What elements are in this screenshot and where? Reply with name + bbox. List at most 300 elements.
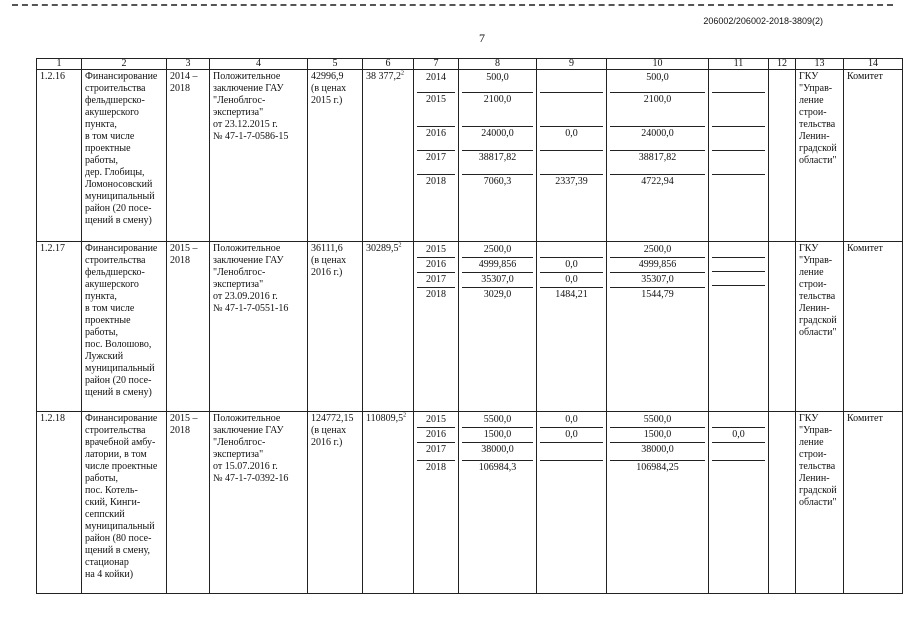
column-10 xyxy=(607,412,709,594)
col-header: 12 xyxy=(769,59,796,70)
item-col6 xyxy=(363,70,414,242)
column-9 xyxy=(537,412,607,594)
item-document-line: "Леноблгос- xyxy=(213,437,266,448)
column-9 xyxy=(537,242,607,412)
item-name-line: щений в смену) xyxy=(85,215,152,226)
item-name-line: Ломоносовский xyxy=(85,179,153,190)
item-cost xyxy=(308,70,363,242)
col11-value-list xyxy=(712,71,765,240)
column-12 xyxy=(769,70,796,242)
col11-value: 0,0 xyxy=(712,428,765,443)
year-row xyxy=(540,258,603,273)
year-row xyxy=(462,288,533,411)
year-row xyxy=(712,71,765,93)
year-value: 2015 xyxy=(417,93,455,127)
item-period-line: 2015 – xyxy=(170,243,198,254)
item-name-line: дер. Глобицы, xyxy=(85,167,145,178)
item-document xyxy=(210,70,308,242)
year-row xyxy=(462,175,533,241)
col8-value: 2100,0 xyxy=(462,93,533,127)
item-customer-line: ГКУ xyxy=(799,243,819,254)
item-customer xyxy=(796,70,844,242)
col10-value-list xyxy=(610,71,705,240)
year-value: 2018 xyxy=(426,462,446,473)
item-name-line: проектные xyxy=(85,315,131,326)
item-executor: Комитет xyxy=(844,412,903,594)
item-name-line: числе проектные xyxy=(85,461,158,472)
year-row xyxy=(540,288,603,411)
item-name-line: латории, в том xyxy=(85,449,147,460)
col11-value-list xyxy=(712,413,765,592)
col9-value: 0,0 xyxy=(540,127,603,151)
year-row xyxy=(712,428,765,443)
item-name-line: щений в смену) xyxy=(85,387,152,398)
item-period xyxy=(167,70,210,242)
column-8 xyxy=(459,70,537,242)
col10-value: 2100,0 xyxy=(610,93,705,127)
column-8 xyxy=(459,242,537,412)
item-name-line: муниципальный xyxy=(85,521,155,532)
item-document-line: Положительное xyxy=(213,413,281,424)
col9-value: 0,0 xyxy=(540,258,603,273)
table-row xyxy=(37,412,903,594)
item-customer-line: тельства xyxy=(799,461,836,472)
year-column xyxy=(414,242,459,412)
item-document-line: № 47-1-7-0586-15 xyxy=(213,131,289,142)
item-period-line: 2018 xyxy=(170,255,190,266)
item-name-line: строительства xyxy=(85,425,146,436)
col11-value xyxy=(712,258,765,272)
year-value: 2017 xyxy=(417,151,455,175)
col10-value: 2500,0 xyxy=(610,243,705,258)
col9-value xyxy=(540,243,603,258)
item-number: 1.2.16 xyxy=(37,70,82,242)
year-row xyxy=(540,175,603,241)
item-customer-line: "Управ- xyxy=(799,83,833,94)
col8-value: 35307,0 xyxy=(462,273,533,288)
item-cost-line: (в ценах xyxy=(311,425,347,436)
col8-value-list xyxy=(462,413,533,592)
col-header: 3 xyxy=(167,59,210,70)
item-name-line: район (20 посе- xyxy=(85,375,152,386)
year-row xyxy=(417,288,455,411)
item-name-line: строительства xyxy=(85,83,146,94)
item-cost xyxy=(308,412,363,594)
col9-value: 2337,39 xyxy=(555,176,588,187)
col9-value xyxy=(540,151,603,175)
year-row xyxy=(610,273,705,288)
item-name xyxy=(82,412,167,594)
col10-value: 1544,79 xyxy=(641,289,674,300)
year-row xyxy=(417,273,455,288)
col9-value-list xyxy=(540,71,603,240)
footnote-mark: 2 xyxy=(403,412,407,419)
item-customer-line: ление xyxy=(799,437,824,448)
year-row xyxy=(540,413,603,428)
item-name-line: щений в смену, xyxy=(85,545,150,556)
year-row xyxy=(540,127,603,151)
item-cost-line: 2016 г.) xyxy=(311,437,343,448)
column-12 xyxy=(769,412,796,594)
col10-value-list xyxy=(610,243,705,410)
item-period-line: 2018 xyxy=(170,83,190,94)
year-row xyxy=(540,151,603,175)
year-row xyxy=(462,461,533,593)
item-col6 xyxy=(363,412,414,594)
item-document-line: экспертиза" xyxy=(213,107,264,118)
item-name-line: пункта, xyxy=(85,119,117,130)
col-header: 11 xyxy=(709,59,769,70)
col-header: 2 xyxy=(82,59,167,70)
col8-value: 1500,0 xyxy=(462,428,533,443)
col-header: 1 xyxy=(37,59,82,70)
page-number: 7 xyxy=(479,31,485,45)
item-cost-line: 2015 г.) xyxy=(311,95,343,106)
year-value-list xyxy=(417,243,455,410)
col8-value: 24000,0 xyxy=(462,127,533,151)
col10-value: 1500,0 xyxy=(610,428,705,443)
year-row xyxy=(462,243,533,258)
item-cost-line: 124772,15 xyxy=(311,413,354,424)
col9-value-list xyxy=(540,243,603,410)
item-document-line: заключение ГАУ xyxy=(213,425,284,436)
year-row xyxy=(462,127,533,151)
item-customer-line: строи- xyxy=(799,449,827,460)
col-header: 10 xyxy=(607,59,709,70)
item-name-line: фельдшерско- xyxy=(85,267,145,278)
col11-value xyxy=(712,93,765,127)
col8-value: 5500,0 xyxy=(462,413,533,428)
item-col6-value: 30289,5 xyxy=(366,243,399,254)
item-name xyxy=(82,70,167,242)
col-header: 5 xyxy=(308,59,363,70)
year-row xyxy=(712,413,765,428)
item-customer-line: тельства xyxy=(799,291,836,302)
col-header: 13 xyxy=(796,59,844,70)
item-period-line: 2014 – xyxy=(170,71,198,82)
col9-value xyxy=(540,443,603,461)
table-row xyxy=(37,70,903,242)
item-name-line: проектные xyxy=(85,143,131,154)
item-name-line: акушерского xyxy=(85,279,139,290)
year-value: 2018 xyxy=(426,176,446,187)
item-customer-line: тельства xyxy=(799,119,836,130)
footnote-mark: 2 xyxy=(398,242,402,249)
col8-value: 106984,3 xyxy=(478,462,517,473)
year-value-list xyxy=(417,413,455,592)
year-row xyxy=(540,443,603,461)
item-customer-line: ГКУ xyxy=(799,71,819,82)
col10-value: 38000,0 xyxy=(610,443,705,461)
item-cost-line: (в ценах xyxy=(311,255,347,266)
year-row xyxy=(712,93,765,127)
column-10 xyxy=(607,242,709,412)
item-cost-line: (в ценах xyxy=(311,83,347,94)
item-customer-line: Ленин- xyxy=(799,131,830,142)
item-name-line: район (20 посе- xyxy=(85,203,152,214)
item-document-line: от 15.07.2016 г. xyxy=(213,461,278,472)
column-11 xyxy=(709,70,769,242)
year-row xyxy=(610,243,705,258)
item-customer-line: области" xyxy=(799,327,837,338)
item-customer-line: Ленин- xyxy=(799,473,830,484)
col11-value xyxy=(712,151,765,175)
item-document-line: заключение ГАУ xyxy=(213,255,284,266)
col11-value xyxy=(712,243,765,258)
column-12 xyxy=(769,242,796,412)
item-document-line: заключение ГАУ xyxy=(213,83,284,94)
item-period-line: 2018 xyxy=(170,425,190,436)
col10-value-list xyxy=(610,413,705,592)
year-row xyxy=(417,443,455,461)
item-period xyxy=(167,242,210,412)
year-row xyxy=(610,258,705,273)
item-document-line: № 47-1-7-0392-16 xyxy=(213,473,289,484)
year-row xyxy=(540,243,603,258)
item-document-line: "Леноблгос- xyxy=(213,267,266,278)
table-row xyxy=(37,242,903,412)
year-row xyxy=(610,127,705,151)
year-row xyxy=(610,93,705,127)
item-cost-line: 2016 г.) xyxy=(311,267,343,278)
item-number: 1.2.17 xyxy=(37,242,82,412)
item-name-line: врачебной амбу- xyxy=(85,437,156,448)
year-row xyxy=(712,272,765,286)
item-customer-line: "Управ- xyxy=(799,425,833,436)
item-cost xyxy=(308,242,363,412)
item-customer-line: области" xyxy=(799,497,837,508)
year-row xyxy=(540,273,603,288)
col10-value: 5500,0 xyxy=(610,413,705,428)
column-11 xyxy=(709,242,769,412)
year-row xyxy=(712,243,765,258)
col10-value: 38817,82 xyxy=(610,151,705,175)
item-document-line: Положительное xyxy=(213,243,281,254)
item-name-line: работы, xyxy=(85,473,118,484)
col11-value xyxy=(712,272,765,286)
year-value: 2016 xyxy=(417,428,455,443)
year-row xyxy=(417,175,455,241)
item-period-line: 2015 – xyxy=(170,413,198,424)
col8-value: 3029,0 xyxy=(483,289,512,300)
column-8 xyxy=(459,412,537,594)
column-header-row xyxy=(37,59,903,70)
year-column xyxy=(414,412,459,594)
year-row xyxy=(610,428,705,443)
item-cost-line: 36111,6 xyxy=(311,243,343,254)
item-name-line: ский, Кинги- xyxy=(85,497,141,508)
col11-value xyxy=(712,175,765,241)
item-customer-line: ление xyxy=(799,267,824,278)
col11-value xyxy=(712,413,765,428)
year-row xyxy=(417,93,455,127)
year-row xyxy=(610,288,705,411)
year-row xyxy=(712,151,765,175)
item-document-line: экспертиза" xyxy=(213,449,264,460)
year-row xyxy=(540,428,603,443)
item-name-line: Финансирование xyxy=(85,243,158,254)
col-header: 6 xyxy=(363,59,414,70)
year-row xyxy=(540,93,603,127)
year-row xyxy=(462,93,533,127)
col-header: 8 xyxy=(459,59,537,70)
item-customer-line: "Управ- xyxy=(799,255,833,266)
year-row xyxy=(462,443,533,461)
year-row xyxy=(712,461,765,593)
year-row xyxy=(417,258,455,273)
col8-value: 4999,856 xyxy=(462,258,533,273)
item-customer-line: ление xyxy=(799,95,824,106)
item-document-line: от 23.09.2016 г. xyxy=(213,291,278,302)
item-col6 xyxy=(363,242,414,412)
col8-value-list xyxy=(462,71,533,240)
col-header: 9 xyxy=(537,59,607,70)
year-row xyxy=(462,428,533,443)
year-value: 2018 xyxy=(426,289,446,300)
year-value: 2015 xyxy=(417,413,455,428)
item-document-line: "Леноблгос- xyxy=(213,95,266,106)
col11-value-list xyxy=(712,243,765,408)
item-name-line: акушерского xyxy=(85,107,139,118)
item-customer-line: области" xyxy=(799,155,837,166)
item-customer xyxy=(796,412,844,594)
col8-value: 7060,3 xyxy=(483,176,512,187)
col-header: 14 xyxy=(844,59,903,70)
item-document-line: экспертиза" xyxy=(213,279,264,290)
column-11 xyxy=(709,412,769,594)
item-executor: Комитет xyxy=(844,242,903,412)
item-col6-value: 110809,5 xyxy=(366,413,404,424)
program-table xyxy=(36,58,903,594)
item-name xyxy=(82,242,167,412)
item-cost-line: 42996,9 xyxy=(311,71,344,82)
year-row xyxy=(462,151,533,175)
item-customer-line: ГКУ xyxy=(799,413,819,424)
col11-value xyxy=(712,71,765,93)
column-10 xyxy=(607,70,709,242)
item-executor: Комитет xyxy=(844,70,903,242)
col-header: 7 xyxy=(414,59,459,70)
col9-value xyxy=(540,71,603,93)
year-column xyxy=(414,70,459,242)
col9-value: 1484,21 xyxy=(555,289,588,300)
year-row xyxy=(417,461,455,593)
col9-value: 0,0 xyxy=(540,413,603,428)
col8-value: 38817,82 xyxy=(462,151,533,175)
item-name-line: строительства xyxy=(85,255,146,266)
year-row xyxy=(610,151,705,175)
col10-value: 4999,856 xyxy=(610,258,705,273)
year-value: 2016 xyxy=(417,127,455,151)
col11-value xyxy=(712,127,765,151)
item-name-line: пос. Котель- xyxy=(85,485,138,496)
item-document-line: № 47-1-7-0551-16 xyxy=(213,303,289,314)
year-row xyxy=(417,413,455,428)
item-name-line: работы, xyxy=(85,327,118,338)
item-customer xyxy=(796,242,844,412)
item-period xyxy=(167,412,210,594)
col9-value xyxy=(540,93,603,127)
item-name-line: Лужский xyxy=(85,351,124,362)
page-top-border xyxy=(12,4,893,6)
col-header: 4 xyxy=(210,59,308,70)
item-document xyxy=(210,242,308,412)
year-row xyxy=(540,461,603,593)
item-name-line: пос. Волошово, xyxy=(85,339,152,350)
col9-value: 0,0 xyxy=(540,428,603,443)
year-row xyxy=(462,258,533,273)
year-value: 2016 xyxy=(417,258,455,273)
item-document-line: Положительное xyxy=(213,71,281,82)
year-row xyxy=(462,273,533,288)
col10-value: 500,0 xyxy=(610,71,705,93)
item-customer-line: градской xyxy=(799,143,837,154)
item-customer-line: Ленин- xyxy=(799,303,830,314)
year-row xyxy=(712,443,765,461)
item-customer-line: градской xyxy=(799,315,837,326)
year-row xyxy=(417,71,455,93)
year-row xyxy=(540,71,603,93)
year-row xyxy=(712,258,765,272)
item-name-line: стационар xyxy=(85,557,129,568)
year-row xyxy=(712,127,765,151)
year-row xyxy=(610,461,705,593)
col10-value: 35307,0 xyxy=(610,273,705,288)
year-row xyxy=(462,413,533,428)
col10-value: 24000,0 xyxy=(610,127,705,151)
column-9 xyxy=(537,70,607,242)
item-name-line: район (80 посе- xyxy=(85,533,152,544)
item-name-line: Финансирование xyxy=(85,71,158,82)
year-value: 2017 xyxy=(417,273,455,288)
year-row xyxy=(610,413,705,428)
item-customer-line: градской xyxy=(799,485,837,496)
item-name-line: муниципальный xyxy=(85,363,155,374)
col11-value xyxy=(712,286,765,409)
item-name-line: в том числе xyxy=(85,131,135,142)
year-value: 2014 xyxy=(417,71,455,93)
year-row xyxy=(610,71,705,93)
item-name-line: фельдшерско- xyxy=(85,95,145,106)
year-row xyxy=(712,175,765,241)
col9-value: 0,0 xyxy=(540,273,603,288)
col10-value: 106984,25 xyxy=(636,462,679,473)
col9-value xyxy=(540,461,603,593)
item-document xyxy=(210,412,308,594)
year-row xyxy=(610,443,705,461)
item-customer-line: строи- xyxy=(799,107,827,118)
item-name-line: муниципальный xyxy=(85,191,155,202)
col8-value: 500,0 xyxy=(462,71,533,93)
item-name-line: сеппский xyxy=(85,509,125,520)
col11-value xyxy=(712,443,765,461)
year-row xyxy=(417,151,455,175)
item-name-line: на 4 койки) xyxy=(85,569,134,580)
footnote-mark: 2 xyxy=(401,70,404,77)
year-row xyxy=(417,127,455,151)
item-number: 1.2.18 xyxy=(37,412,82,594)
item-document-line: от 23.12.2015 г. xyxy=(213,119,278,130)
year-row xyxy=(610,175,705,241)
item-name-line: работы, xyxy=(85,155,118,166)
col8-value-list xyxy=(462,243,533,410)
col10-value: 4722,94 xyxy=(641,176,674,187)
item-name-line: пункта, xyxy=(85,291,117,302)
document-number: 206002/206002-2018-3809(2) xyxy=(703,16,823,26)
year-row xyxy=(417,428,455,443)
year-value: 2015 xyxy=(417,243,455,258)
col8-value: 2500,0 xyxy=(462,243,533,258)
